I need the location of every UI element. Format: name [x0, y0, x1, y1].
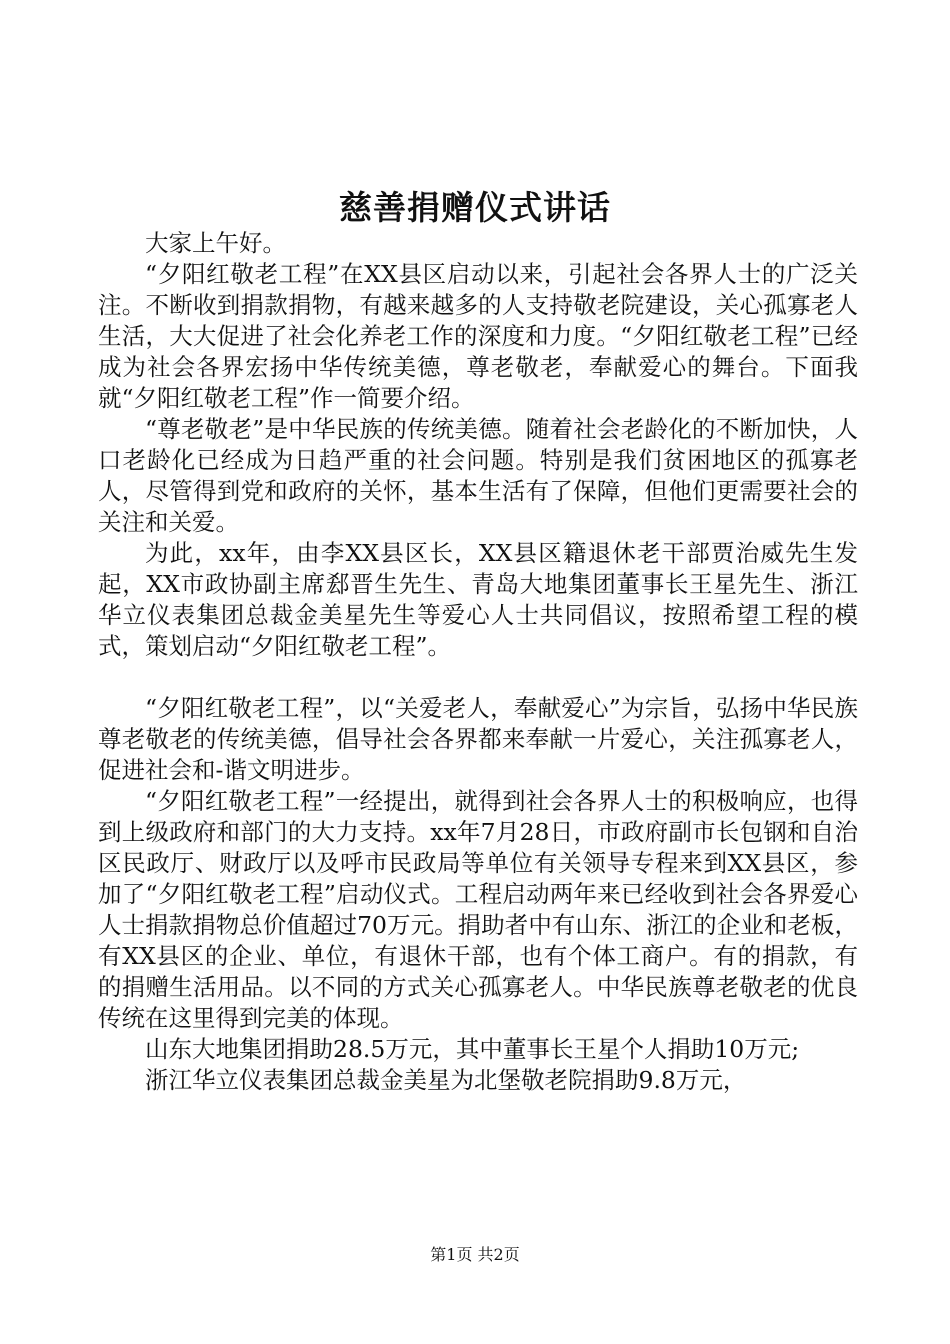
page-number-footer: 第1页 共2页 [430, 1245, 520, 1264]
paragraph-donation-zhejiang: 浙江华立仪表集团总裁金美星为北堡敬老院捐助9.8万元， [145, 1066, 747, 1094]
paragraph-intro: “夕阳红敬老工程”在XX县区启动以来，引起社会各界人士的广泛关注。不断收到捐款捐物，有越来越多的人支持敬老院建设，关心孤寡老人生活，大大促进了社会化养老工作的深度和力度。“夕阳红敬老工程”已经成为社会各界宏扬中华传统美德，尊老敬老，奉献爱心的舞台。下面我就“夕阳红敬老工程”作一简要介绍。 [98, 260, 858, 412]
paragraph-donation-shandong: 山东大地集团捐助28.5万元，其中董事长王星个人捐助10万元; [145, 1035, 800, 1063]
paragraph-tradition: “尊老敬老”是中华民族的传统美德。随着社会老龄化的不断加快，人口老龄化已经成为日趋严重的社会问题。特别是我们贫困地区的孤寡老人，尽管得到党和政府的关怀，基本生活有了保障，但他们更需要社会的关注和关爱。 [98, 415, 858, 536]
document-body [98, 228, 858, 1096]
paragraph-greeting: 大家上午好。 [145, 229, 286, 257]
document-title: 慈善捐赠仪式讲话 [339, 188, 611, 227]
paragraph-purpose: “夕阳红敬老工程”，以“关爱老人，奉献爱心”为宗旨，弘扬中华民族尊老敬老的传统美德，倡导社会各界都来奉献一片爱心，关注孤寡老人，促进社会和-谐文明进步。 [98, 694, 858, 784]
paragraph-response: “夕阳红敬老工程”一经提出，就得到社会各界人士的积极响应，也得到上级政府和部门的大力支持。xx年7月28日，市政府副市长包钢和自治区民政厅、财政厅以及呼市民政局等单位有关领导专程来到XX县区，参加了“夕阳红敬老工程”启动仪式。工程启动两年来已经收到社会各界爱心人士捐款捐物总价值超过70万元。捐助者中有山东、浙江的企业和老板，有XX县区的企业、单位，有退休干部，也有个体工商户。有的捐款，有的捐赠生活用品。以不同的方式关心孤寡老人。中华民族尊老敬老的优良传统在这里得到完美的体现。 [98, 787, 858, 1032]
paragraph-initiative: 为此，xx年，由李XX县区长，XX县区籍退休老干部贾治威先生发起，XX市政协副主席郄晋生先生、青岛大地集团董事长王星先生、浙江华立仪表集团总裁金美星先生等爱心人士共同倡议，按照希望工程的模式，策划启动“夕阳红敬老工程”。 [98, 539, 858, 660]
